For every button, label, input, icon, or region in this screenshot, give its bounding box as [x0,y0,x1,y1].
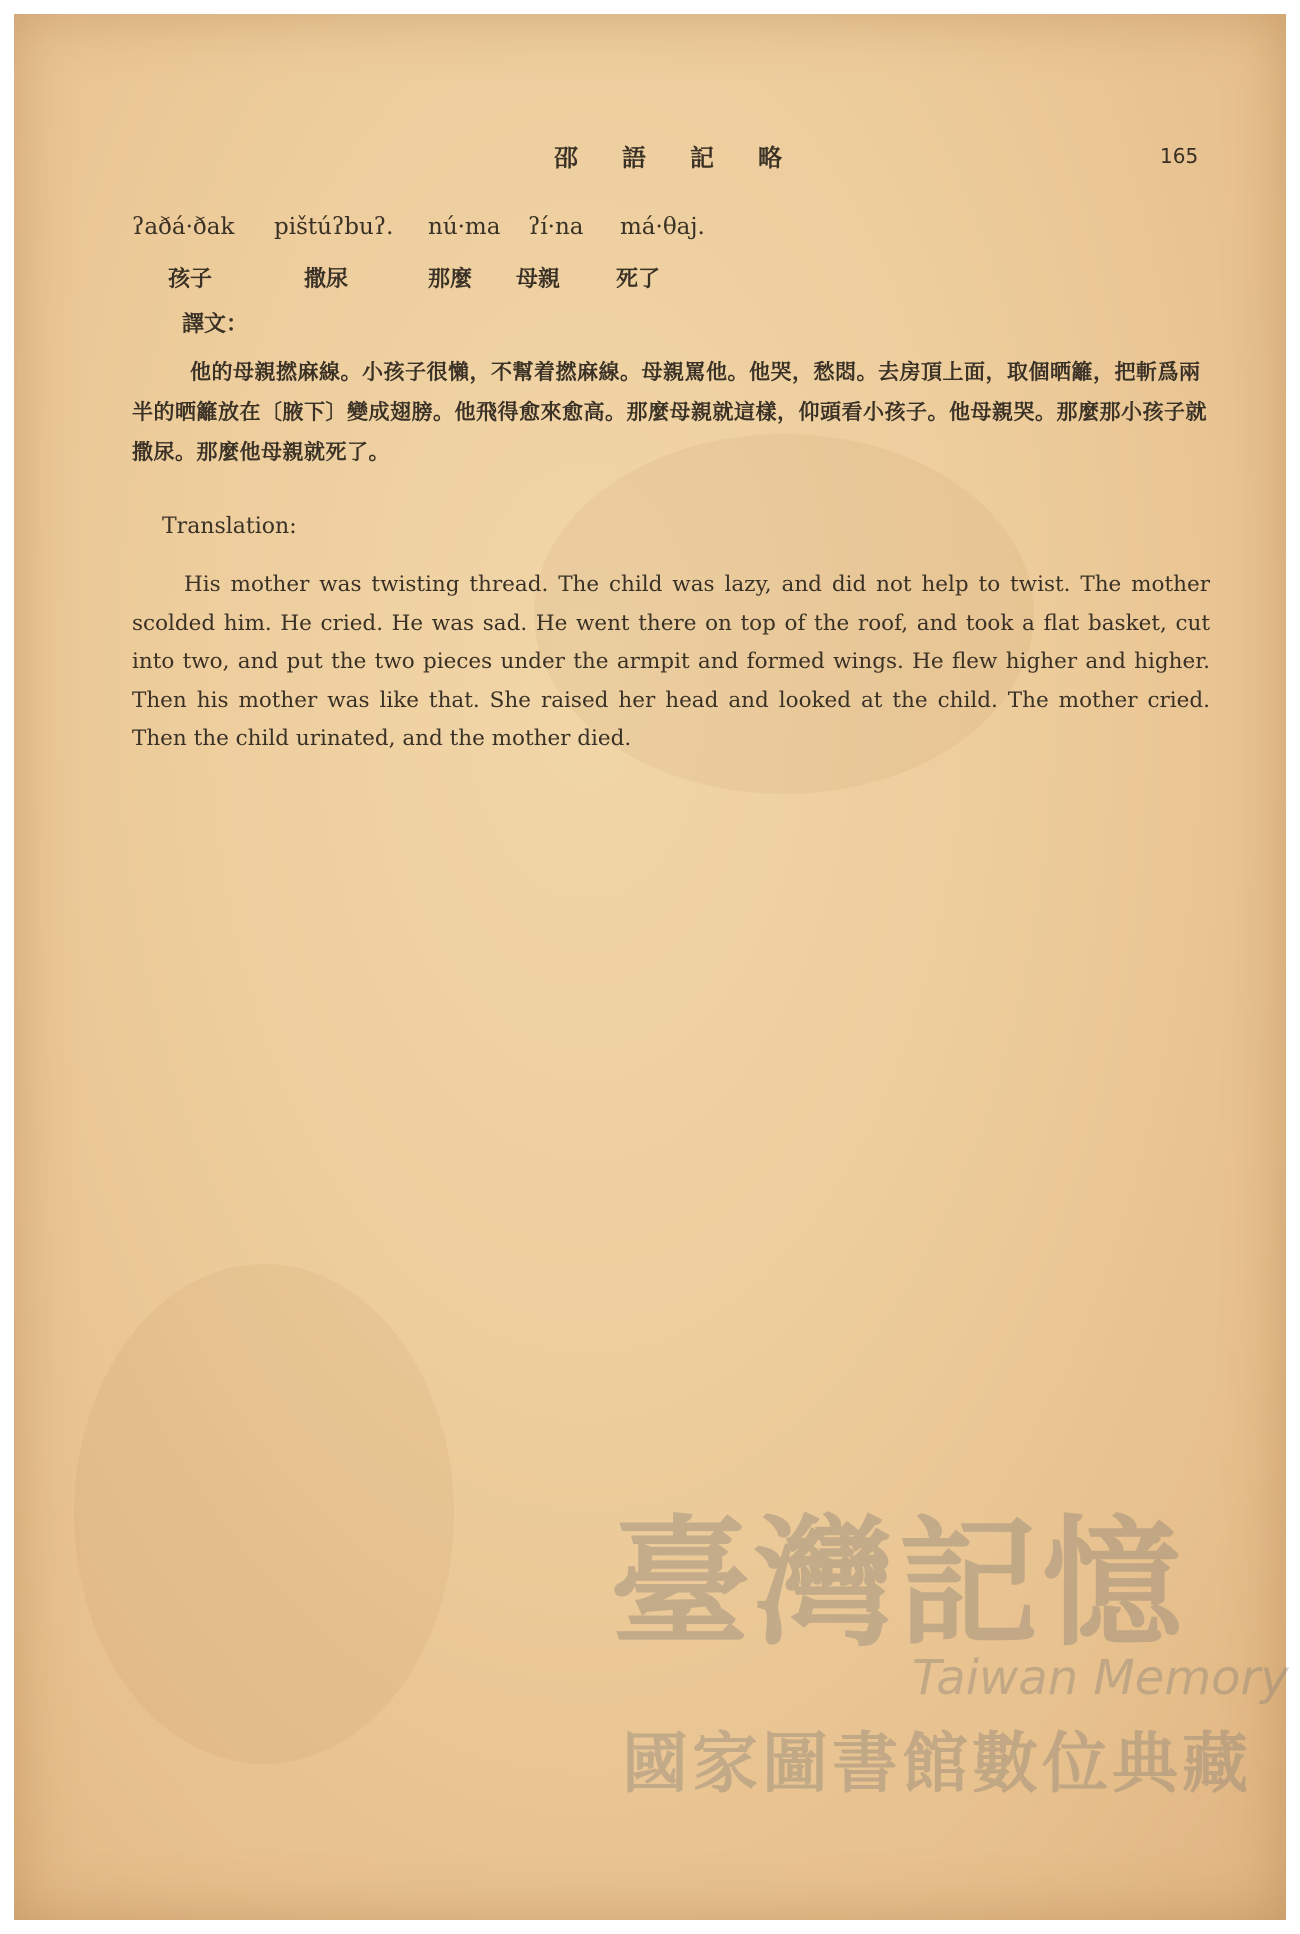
gloss-word: 那麼 [428,266,473,292]
gloss-word: 死了 [616,266,661,292]
gloss-word: 母親 [516,266,561,292]
native-word: nú·ma [428,214,501,240]
watermark-english: Taiwan Memory [912,1650,1289,1706]
gloss-word: 孩子 [168,266,213,292]
native-word: ʔaðá·ðak [132,214,235,240]
paper-stain [74,1264,454,1764]
running-header-title: 邵語記略 [554,143,826,172]
native-word: má·θaj. [620,214,705,240]
watermark-calligraphy: 臺灣記憶 [610,1502,1187,1666]
native-word: ʔí·na [528,214,584,240]
chinese-translation-paragraph: 他的母親撚麻線。小孩子很懶，不幫着撚麻線。母親罵他。他哭，愁悶。去房頂上面，取個晒籬，把斬爲兩半的晒籬放在〔腋下〕變成翅膀。他飛得愈來愈高。那麼母親就這樣，仰頭看小孩子。他母親哭。那麼那小孩子就撒尿。那麼他母親就死了。 [132,359,1207,464]
watermark-chinese: 國家圖書館數位典藏 [622,1725,1252,1802]
english-translation-label: Translation: [162,514,297,539]
english-translation-paragraph: His mother was twisting thread. The child was lazy, and did not help to twist. The mother scolded him. He cried. He was sad. He went there on top of the roof, and took a flat basket, cut into two, and put the two pieces under the armpit and formed wings. He flew higher and higher. Then his mother was like that. She raised her head and looked at the child. The mother cried. Then the child urinated, and the mother died. [132,572,1210,751]
page-number: 165 [1160,144,1199,168]
library-watermark [610,1472,1289,1802]
gloss-word: 撒尿 [304,266,349,292]
page [14,14,1289,1920]
chinese-translation-label: 譯文： [182,311,249,337]
native-word: pištúʔbuʔ. [274,214,394,240]
